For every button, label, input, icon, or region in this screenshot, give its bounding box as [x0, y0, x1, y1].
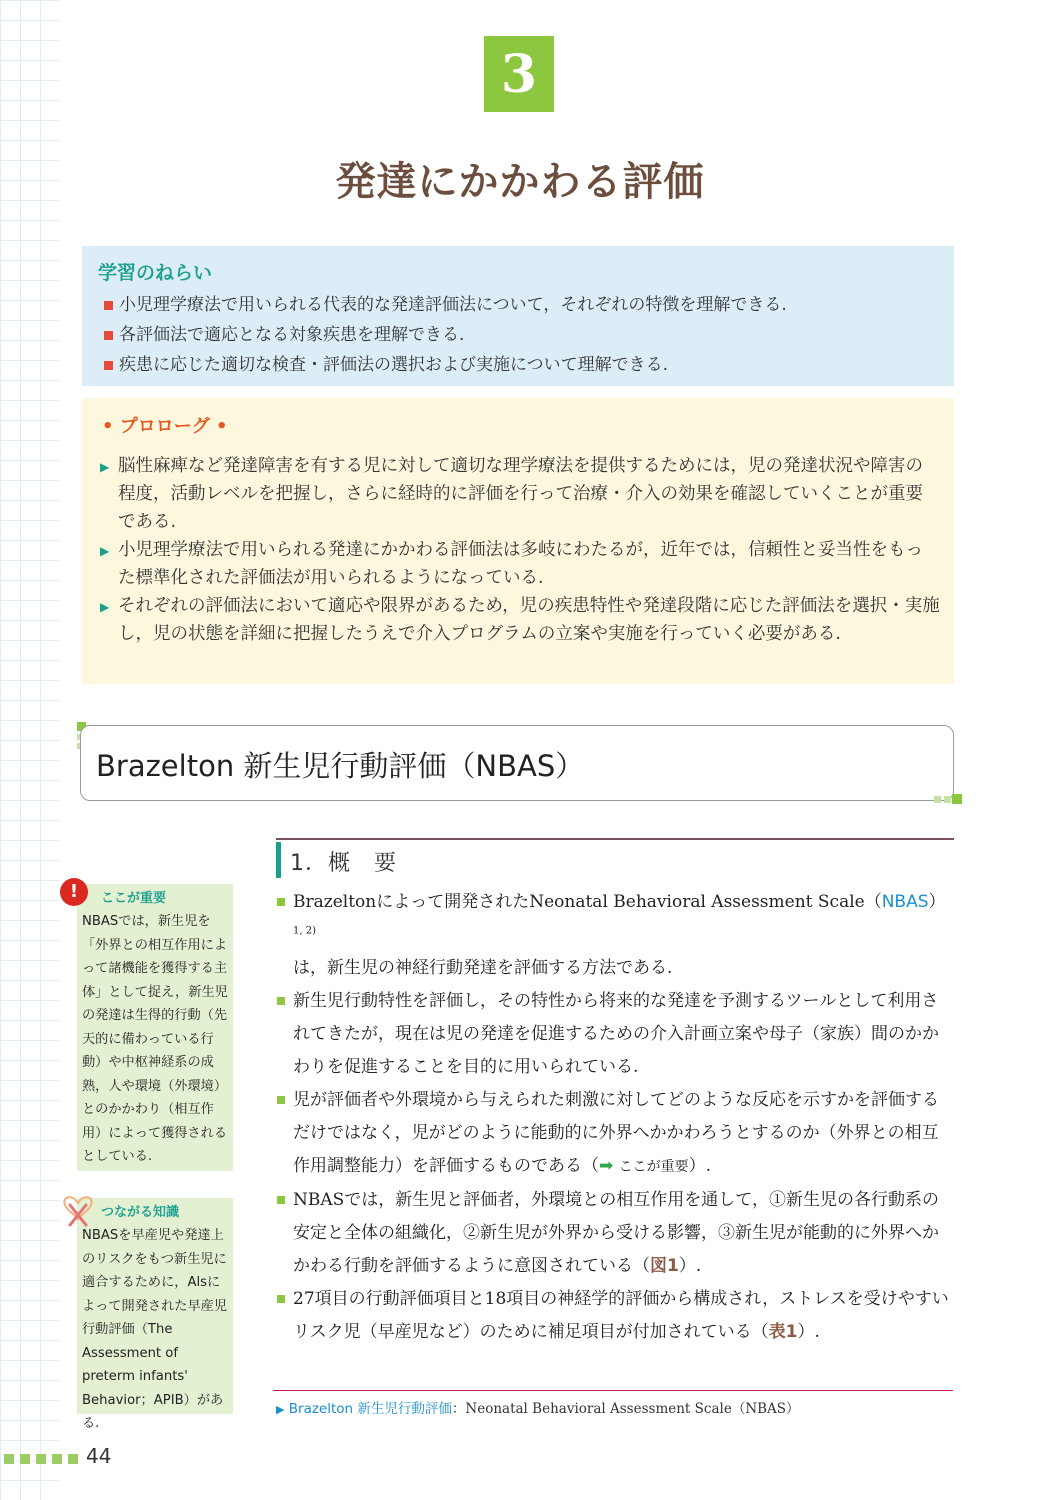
- section-header: [80, 725, 954, 801]
- body-text: [275, 886, 955, 1349]
- prologue-heading: • プロローグ •: [102, 416, 228, 437]
- footnote-definition: ：Neonatal Behavioral Assessment Scale（NBAS）: [451, 1401, 800, 1417]
- figure-reference[interactable]: 図1: [650, 1256, 679, 1276]
- list-item: 児が評価者や外環境から与えられた刺激に対してどのような反応を示すかを評価するだけではなく，児がどのように能動的に外界へかかわろうとするのか（外界との相互作用調整能力）を評価するものである（➡ ここが重要）.: [275, 1084, 955, 1184]
- corner-square-icon: [952, 794, 962, 804]
- list-item: NBASでは，新生児と評価者，外環境との相互作用を通して，①新生児の各行動系の安定と全体の組織化，②新生児が外界から受ける影響，③新生児が能動的に外界へかかわる行動を評価するように意図されている（図1）.: [275, 1184, 955, 1283]
- sidebar-knowledge-box: [77, 1198, 233, 1431]
- footnote-term: Brazelton 新生児行動評価: [288, 1401, 452, 1417]
- bullet-square-icon: [104, 301, 113, 310]
- sidebar-knowledge-text: NBASを早産児や発達上のリスクをもつ新生児に適合するために，Alsによって開発された早産児行動評価（The Assessment of preterm infants' Behavior；APIB）がある.: [82, 1228, 228, 1431]
- section-title: Brazelton 新生児行動評価（NBAS）: [96, 749, 585, 783]
- list-item: 新生児行動特性を評価し，その特性から将来的な発達を予測するツールとして利用されてきたが，現在は児の発達を促進するための介入計画立案や母子（家族）間のかかわりを促進することを目的に用いられている.: [275, 985, 955, 1084]
- list-item: Brazeltonによって開発されたNeonatal Behavioral Assessment Scale（NBAS）$^{1, 2)}$ は，新生児の神経行動発達を評価する方法である.: [275, 886, 955, 985]
- triangle-bullet-icon: ▶: [100, 600, 110, 614]
- sidebar-important-text: NBASでは，新生児を「外界との相互作用によって諸機能を獲得する主体」として捉え，新生児の発達は生得的行動（先天的に備わっている行動）や中枢神経系の成熟，人や環境（外環境）とのかかわり（相互作用）によって獲得されるとしている.: [82, 914, 228, 1164]
- learning-goals-box: [82, 246, 954, 386]
- page-number: 44: [86, 1444, 112, 1468]
- footnote: [276, 1397, 800, 1417]
- triangle-bullet-icon: ▶: [100, 544, 110, 558]
- bullet-square-icon: [277, 898, 285, 906]
- citation-superscript: 1, 2): [293, 925, 316, 937]
- learning-goals-list: [104, 290, 787, 380]
- prologue-box: [82, 398, 954, 684]
- list-item: ▶ 小児理学療法で用いられる発達にかかわる評価法は多岐にわたるが，近年では，信頼性と妥当性をもった標準化された評価法が用いられるようになっている.: [100, 536, 940, 592]
- subsection-rule: [276, 838, 954, 840]
- abbreviation-reference: NBAS: [881, 892, 929, 912]
- sidebar-knowledge-heading: つながる知識: [101, 1205, 180, 1220]
- prologue-list: [100, 452, 940, 648]
- ribbon-heart-icon: [58, 1189, 98, 1229]
- list-item: ▶ 脳性麻痺など発達障害を有する児に対して適切な理学療法を提供するためには，児の発達状況や障害の程度，活動レベルを把握し，さらに経時的に評価を行って治療・介入の効果を確認していくことが重要である.: [100, 452, 940, 536]
- list-item: 疾患に応じた適切な検査・評価法の選択および実施について理解できる.: [104, 350, 787, 380]
- bullet-square-icon: [104, 361, 113, 370]
- list-item: 各評価法で適応となる対象疾患を理解できる.: [104, 320, 787, 350]
- chapter-number-badge: 3: [484, 36, 554, 112]
- sidebar-important-heading: ここが重要: [101, 891, 167, 906]
- subsection-title: 1．概 要: [290, 851, 397, 876]
- subsection-bar: [276, 842, 281, 878]
- corner-square-icon: [944, 796, 951, 803]
- bullet-square-icon: [104, 331, 113, 340]
- table-reference[interactable]: 表1: [768, 1322, 798, 1342]
- bullet-square-icon: [277, 1096, 285, 1104]
- list-item: ▶ それぞれの評価法において適応や限界があるため，児の疾患特性や発達段階に応じた評価法を選択・実施し，児の状態を詳細に把握したうえで介入プログラムの立案や実施を行っていく必要がある.: [100, 592, 940, 648]
- bullet-square-icon: [277, 997, 285, 1005]
- exclamation-icon: !: [60, 878, 88, 906]
- list-item: 27項目の行動評価項目と18項目の神経学的評価から構成され，ストレスを受けやすいリスク児（早産児など）のために補足項目が付加されている（表1）.: [275, 1283, 955, 1349]
- footnote-rule: [273, 1390, 953, 1391]
- corner-square-icon: [934, 796, 941, 803]
- triangle-bullet-icon: ▶: [276, 1403, 285, 1416]
- bullet-square-icon: [277, 1196, 285, 1204]
- chapter-title: 発達にかかわる評価: [335, 159, 705, 205]
- sidebar-important-box: [77, 884, 233, 1171]
- list-item: 小児理学療法で用いられる代表的な発達評価法について，それぞれの特徴を理解できる.: [104, 290, 787, 320]
- triangle-bullet-icon: ▶: [100, 460, 110, 474]
- learning-goals-heading: 学習のねらい: [98, 262, 213, 284]
- note-cross-reference[interactable]: ここが重要: [618, 1159, 689, 1175]
- page-number-dots: [4, 1454, 78, 1464]
- bullet-square-icon: [277, 1295, 285, 1303]
- arrow-right-icon: ➡: [599, 1156, 614, 1176]
